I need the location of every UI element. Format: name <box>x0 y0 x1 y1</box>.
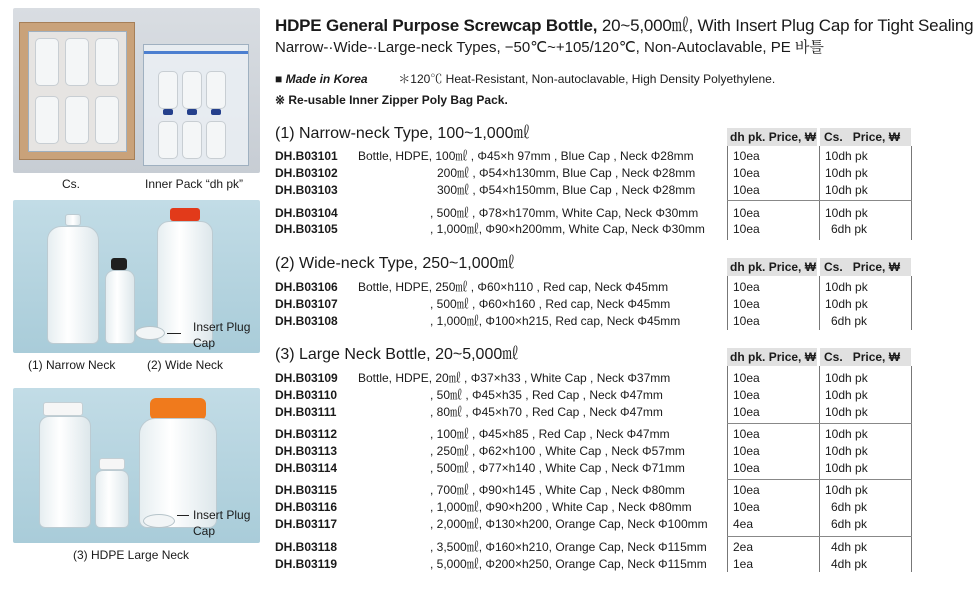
dh-pack-qty: 10ea <box>733 461 760 475</box>
bottle <box>65 96 89 144</box>
catalog-code: DH.B03111 <box>275 405 337 419</box>
price-label: Price, ₩ <box>768 130 817 144</box>
case-qty: 6dh pk <box>830 314 867 328</box>
plug-label-line1: Insert Plug <box>193 320 251 334</box>
column-header-dh <box>727 348 817 366</box>
catalog-code: DH.B03103 <box>275 183 338 197</box>
dh-pack-qty: 10ea <box>733 222 760 236</box>
case-qty: 6dh pk <box>830 500 867 514</box>
table-row <box>0 387 925 404</box>
dh-pack-qty: 10ea <box>733 297 760 311</box>
catalog-code: DH.B03106 <box>275 280 338 294</box>
table-row <box>0 165 925 182</box>
dh-pack-qty: 10ea <box>733 500 760 514</box>
case-qty: 6dh pk <box>830 517 867 531</box>
catalog-code: DH.B03102 <box>275 166 338 180</box>
dh-pack-qty: 10ea <box>733 280 760 294</box>
dh-pk-label: dh pk. <box>730 350 766 364</box>
item-description: , 2,000㎖, Φ130×h200, Orange Cap, Neck Φ100mm <box>430 517 708 531</box>
item-description: , 500㎖ , Φ60×h160 , Red cap, Neck Φ45mm <box>430 297 671 311</box>
case-qty: 10dh pk <box>825 280 868 294</box>
dh-pack-qty: 4ea <box>733 517 754 531</box>
dh-pack-qty: 10ea <box>733 371 760 385</box>
table-row <box>0 182 925 199</box>
table-row <box>0 205 925 222</box>
black-cap <box>111 258 127 270</box>
case-qty: 10dh pk <box>825 405 868 419</box>
item-description: , 50㎖ , Φ45×h35 , Red Cap , Neck Φ47mm <box>430 388 663 402</box>
item-description: , 80㎖ , Φ45×h70 , Red Cap , Neck Φ47mm <box>430 405 663 419</box>
page-subtitle: Narrow-·Wide-·Large-neck Types, −50℃~+105/120℃, Non-Autoclavable, PE 바틀 <box>275 39 824 56</box>
narrow-neck-caption: (1) Narrow Neck <box>28 358 116 372</box>
item-description: 300㎖ , Φ54×h150mm, Blue Cap , Neck Φ28mm <box>437 183 696 197</box>
dh-pack-qty: 10ea <box>733 183 760 197</box>
bottle <box>95 96 119 144</box>
price-label: Price, ₩ <box>852 350 901 364</box>
table-row <box>0 539 925 556</box>
dh-pack-qty: 10ea <box>733 149 760 163</box>
catalog-code: DH.B03118 <box>275 540 338 554</box>
catalog-code: DH.B03116 <box>275 500 338 514</box>
catalog-code: DH.B03107 <box>275 297 338 311</box>
price-label: Price, ₩ <box>768 260 817 274</box>
case-qty: 10dh pk <box>825 149 868 163</box>
item-description: , 500㎖ , Φ78×h170mm, White Cap, Neck Φ30mm <box>430 206 699 220</box>
case-qty: 10dh pk <box>825 206 868 220</box>
table-row <box>0 516 925 533</box>
dh-pack-qty: 10ea <box>733 388 760 402</box>
bottle <box>35 96 59 144</box>
catalog-code: DH.B03105 <box>275 222 338 236</box>
column-header-cs <box>820 258 911 276</box>
item-description: , 250㎖ , Φ62×h100 , White Cap , Neck Φ57mm <box>430 444 685 458</box>
item-description: , 3,500㎖, Φ160×h210, Orange Cap, Neck Φ115mm <box>430 540 707 554</box>
section-title: (1) Narrow-neck Type, 100~1,000㎖ <box>275 125 530 142</box>
catalog-code: DH.B03104 <box>275 206 338 220</box>
item-description: , 100㎖ , Φ45×h85 , Red Cap , Neck Φ47mm <box>430 427 670 441</box>
table-row <box>0 460 925 477</box>
made-in-label: ■ Made in Korea <box>275 72 368 86</box>
blue-cap <box>163 109 173 115</box>
row-divider <box>727 423 912 424</box>
cs-label: Cs. <box>824 130 843 144</box>
plug-label-line1: Insert Plug <box>193 508 251 522</box>
catalog-code: DH.B03110 <box>275 388 338 402</box>
item-description: 200㎖ , Φ54×h130mm, Blue Cap , Neck Φ28mm <box>437 166 696 180</box>
case-qty: 6dh pk <box>830 222 867 236</box>
table-row <box>0 482 925 499</box>
table-row <box>0 499 925 516</box>
case-qty: 10dh pk <box>825 388 868 402</box>
zipper-strip <box>144 51 248 54</box>
catalog-code: DH.B03112 <box>275 427 338 441</box>
case-qty: 10dh pk <box>825 483 868 497</box>
table-row <box>0 426 925 443</box>
dh-pack-qty: 10ea <box>733 206 760 220</box>
bottle <box>65 38 89 86</box>
dh-pack-qty: 10ea <box>733 483 760 497</box>
bottle <box>206 71 226 109</box>
table-row <box>0 313 925 330</box>
plug-label-line2: Cap <box>193 524 216 538</box>
bottle <box>95 38 119 86</box>
bottle <box>182 71 202 109</box>
section-title: (3) Large Neck Bottle, 20~5,000㎖ <box>275 346 519 363</box>
case-qty: 10dh pk <box>825 183 868 197</box>
blue-cap <box>187 109 197 115</box>
wide-neck-caption: (2) Wide Neck <box>147 358 224 372</box>
item-description: Bottle, HDPE, 100㎖ , Φ45×h 97mm , Blue Cap , Neck Φ28mm <box>358 149 694 163</box>
dh-pack-qty: 1ea <box>733 557 754 571</box>
pointer-line <box>167 333 181 334</box>
dh-pack-qty: 10ea <box>733 427 760 441</box>
case-qty: 10dh pk <box>825 166 868 180</box>
table-row <box>0 296 925 313</box>
case-qty: 10dh pk <box>825 461 868 475</box>
heat-note: ＊120℃ Heat-Resistant, Non-autoclavable, High Density Polyethylene. <box>398 72 776 86</box>
table-row <box>0 556 925 573</box>
item-description: , 1,000㎖, Φ90×h200 , White Cap , Neck Φ80mm <box>430 500 692 514</box>
catalog-code: DH.B03101 <box>275 149 338 163</box>
case-qty: 4dh pk <box>830 540 867 554</box>
dh-pack-qty: 10ea <box>733 314 760 328</box>
case-qty: 4dh pk <box>830 557 867 571</box>
case-caption: Cs. <box>62 177 80 191</box>
case-qty: 10dh pk <box>825 297 868 311</box>
dh-pack-qty: 10ea <box>733 444 760 458</box>
table-row <box>0 443 925 460</box>
dh-pk-label: dh pk. <box>730 260 766 274</box>
table-row <box>0 279 925 296</box>
column-header-dh <box>727 258 817 276</box>
item-description: , 5,000㎖, Φ200×h250, Orange Cap, Neck Φ115mm <box>430 557 707 571</box>
catalog-code: DH.B03109 <box>275 371 338 385</box>
title-bold: HDPE General Purpose Screwcap Bottle, <box>275 16 598 35</box>
title-light: 20~5,000㎖, With Insert Plug Cap for Tight Sealing <box>601 16 973 35</box>
page-title <box>275 11 973 36</box>
column-header-dh <box>727 128 817 146</box>
plug-label-line2: Cap <box>193 336 216 350</box>
dh-pack-qty: 10ea <box>733 166 760 180</box>
item-description: , 500㎖ , Φ77×h140 , White Cap , Neck Φ71mm <box>430 461 685 475</box>
column-header-cs <box>820 348 911 366</box>
price-label: Price, ₩ <box>852 130 901 144</box>
item-description: Bottle, HDPE, 250㎖ , Φ60×h110 , Red cap, Neck Φ45mm <box>358 280 669 294</box>
catalog-code: DH.B03117 <box>275 517 338 531</box>
dh-pack-qty: 10ea <box>733 405 760 419</box>
inner-pack-caption: Inner Pack “dh pk” <box>145 177 244 191</box>
catalog-code: DH.B03108 <box>275 314 338 328</box>
case-qty: 10dh pk <box>825 427 868 441</box>
item-description: Bottle, HDPE, 20㎖ , Φ37×h33 , White Cap , Neck Φ37mm <box>358 371 671 385</box>
table-row <box>0 370 925 387</box>
origin-note <box>275 70 775 87</box>
price-label: Price, ₩ <box>768 350 817 364</box>
catalog-code: DH.B03115 <box>275 483 338 497</box>
inner-bag <box>28 31 127 152</box>
large-neck-caption: (3) HDPE Large Neck <box>73 548 190 562</box>
item-description: , 1,000㎖, Φ90×h200mm, White Cap, Neck Φ30mm <box>430 222 705 236</box>
row-divider <box>727 200 912 201</box>
bag-note: ※ Re-usable Inner Zipper Poly Bag Pack. <box>275 93 508 107</box>
column-header-cs <box>820 128 911 146</box>
cs-label: Cs. <box>824 260 843 274</box>
carton-box <box>19 22 135 160</box>
item-description: , 700㎖ , Φ90×h145 , White Cap , Neck Φ80mm <box>430 483 685 497</box>
section-title: (2) Wide-neck Type, 250~1,000㎖ <box>275 255 515 272</box>
cs-label: Cs. <box>824 350 843 364</box>
case-qty: 10dh pk <box>825 444 868 458</box>
item-description: , 1,000㎖, Φ100×h215, Red cap, Neck Φ45mm <box>430 314 681 328</box>
catalog-code: DH.B03114 <box>275 461 338 475</box>
row-divider <box>727 536 912 537</box>
dh-pk-label: dh pk. <box>730 130 766 144</box>
catalog-code: DH.B03119 <box>275 557 338 571</box>
table-row <box>0 404 925 421</box>
table-row <box>0 221 925 238</box>
table-row <box>0 148 925 165</box>
price-label: Price, ₩ <box>852 260 901 274</box>
bottle <box>158 71 178 109</box>
case-qty: 10dh pk <box>825 371 868 385</box>
blue-cap <box>211 109 221 115</box>
catalog-code: DH.B03113 <box>275 444 338 458</box>
row-divider <box>727 479 912 480</box>
dh-pack-qty: 2ea <box>733 540 754 554</box>
bottle <box>35 38 59 86</box>
